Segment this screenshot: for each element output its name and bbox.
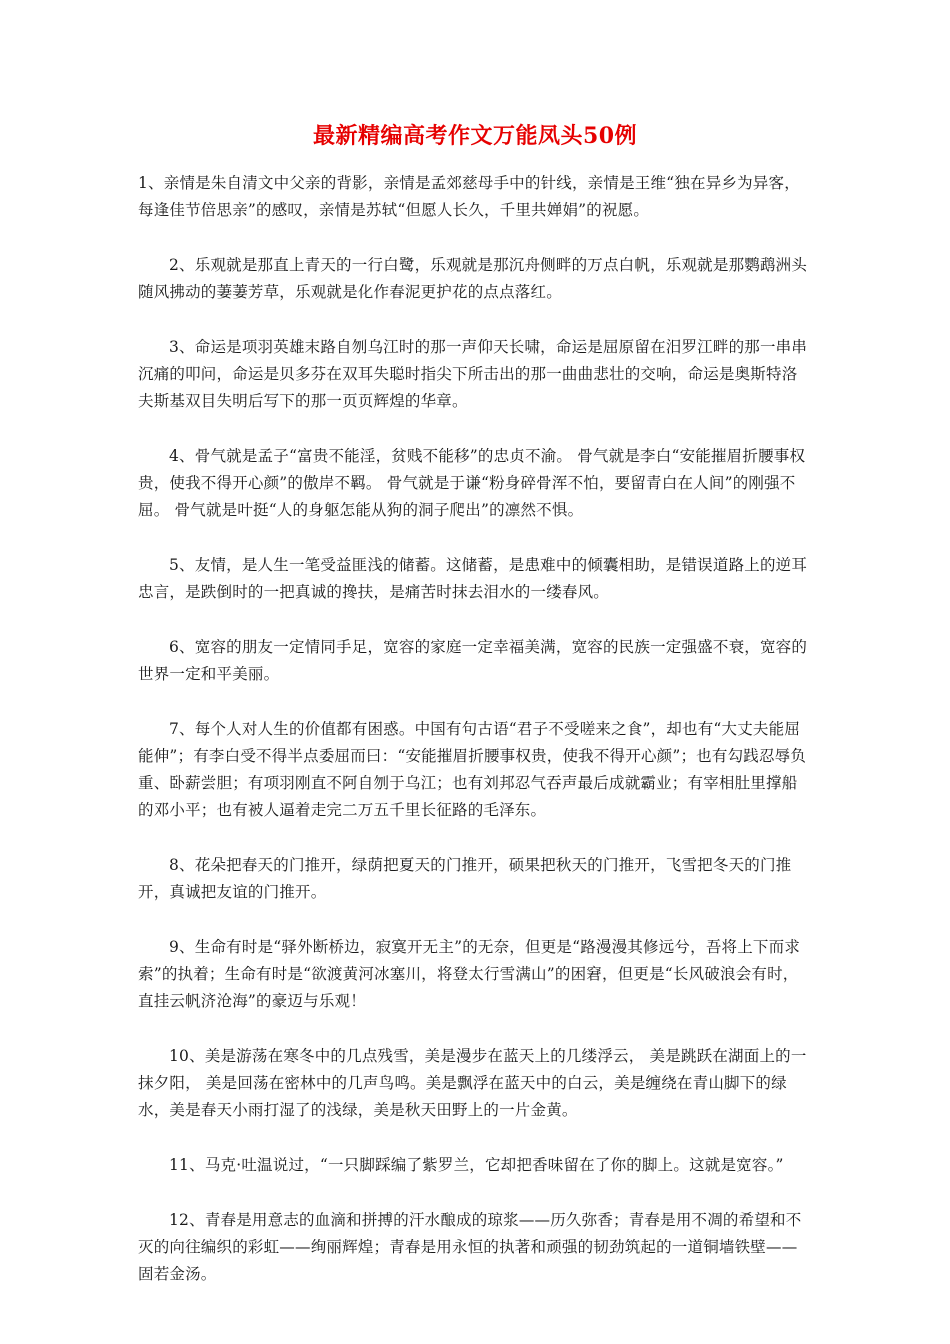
paragraph-1: 1、亲情是朱自清文中父亲的背影，亲情是孟郊慈母手中的针线，亲情是王维“独在异乡为异客，每逢佳节倍思亲”的感叹，亲情是苏轼“但愿人长久，千里共婵娟”的祝愿。	[138, 174, 800, 219]
document-body	[138, 170, 810, 1316]
paragraph-6: 6、宽容的朋友一定情同手足，宽容的家庭一定幸福美满，宽容的民族一定强盛不衰，宽容的世界一定和平美丽。	[138, 638, 808, 683]
paragraph-8: 8、花朵把春天的门推开，绿荫把夏天的门推开，硕果把秋天的门推开，飞雪把冬天的门推开，真诚把友谊的门推开。	[138, 856, 792, 901]
paragraph-7: 7、每个人对人生的价值都有困惑。中国有句古语“君子不受嗟来之食”，却也有“大丈夫能屈能伸”；有李白受不得半点委屈而曰：“安能摧眉折腰事权贵，使我不得开心颜”；也有勾践忍辱负重、卧薪尝胆；有项羽刚直不阿自刎于乌江；也有刘邦忍气吞声最后成就霸业；有宰相肚里撑船的邓小平；也有被人逼着走完二万五千里长征路的毛泽东。	[138, 720, 807, 819]
paragraph-2: 2、乐观就是那直上青天的一行白鹭，乐观就是那沉舟侧畔的万点白帆，乐观就是那鹦鹉洲头随风拂动的萋萋芳草，乐观就是化作春泥更护花的点点落红。	[138, 256, 808, 301]
paragraph-9: 9、生命有时是“驿外断桥边，寂寞开无主”的无奈，但更是“路漫漫其修远兮，吾将上下而求索”的执着；生命有时是“欲渡黄河冰塞川，将登太行雪满山”的困窘，但更是“长风破浪会有时，直挂云帆济沧海”的豪迈与乐观！	[138, 938, 801, 1010]
paragraph-10: 10、美是游荡在寒冬中的几点残雪，美是漫步在蓝天上的几缕浮云， 美是跳跃在湖面上的一抹夕阳， 美是回荡在密林中的几声鸟鸣。美是飘浮在蓝天中的白云，美是缠绕在青山脚下的绿水，美是春天小雨打湿了的浅绿，美是秋天田野上的一片金黄。	[138, 1047, 807, 1119]
paragraph-5: 5、友情，是人生一笔受益匪浅的储蓄。这储蓄，是患难中的倾囊相助，是错误道路上的逆耳忠言，是跌倒时的一把真诚的搀扶，是痛苦时抹去泪水的一缕春风。	[138, 556, 808, 601]
paragraph-12: 12、青春是用意志的血滴和拼搏的汗水酿成的琼浆——历久弥香；青春是用不凋的希望和不灭的向往编织的彩虹——绚丽辉煌；青春是用永恒的执著和顽强的韧劲筑起的一道铜墙铁壁——固若金汤。	[138, 1211, 802, 1283]
paragraph-4: 4、骨气就是孟子“富贵不能淫，贫贱不能移”的忠贞不渝。 骨气就是李白“安能摧眉折腰事权贵，使我不得开心颜”的傲岸不羁。 骨气就是于谦“粉身碎骨浑不怕，要留青白在人间”的刚强不屈。 骨气就是叶挺“人的身躯怎能从狗的洞子爬出”的凛然不惧。	[138, 447, 806, 519]
paragraph-3: 3、命运是项羽英雄末路自刎乌江时的那一声仰天长啸，命运是屈原留在汨罗江畔的那一串串沉痛的叩问，命运是贝多芬在双耳失聪时指尖下所击出的那一曲曲悲壮的交响，命运是奥斯特洛夫斯基双目失明后写下的那一页页辉煌的华章。	[138, 338, 808, 410]
paragraph-11: 11、马克·吐温说过，“一只脚踩编了紫罗兰，它却把香味留在了你的脚上。这就是宽容。”	[169, 1156, 784, 1174]
document-title: 最新精编高考作文万能凤头50例	[312, 123, 638, 149]
